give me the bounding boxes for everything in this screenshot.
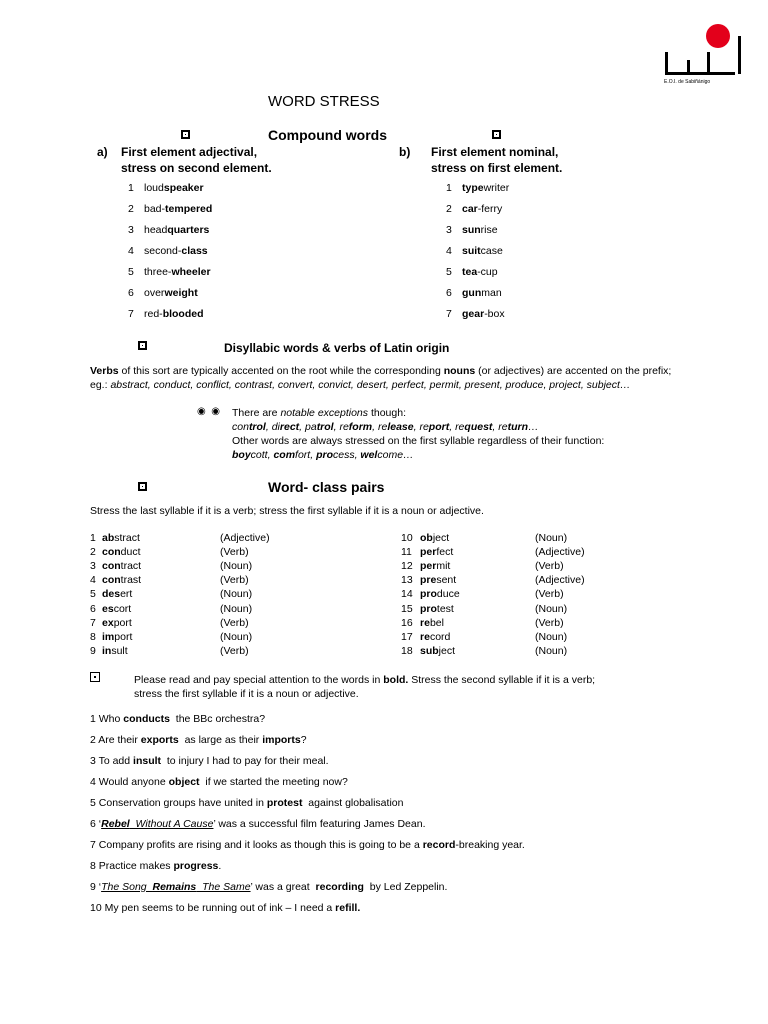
stressed-part: tempered xyxy=(165,203,213,215)
pair-word xyxy=(102,617,132,629)
word-class: (Adjective) xyxy=(535,574,585,587)
bold-word: progress xyxy=(173,860,219,872)
sentence-number: 7 xyxy=(90,839,99,851)
separator: , xyxy=(413,421,420,433)
sentence-item xyxy=(90,881,447,893)
pair-number: 10 xyxy=(401,532,413,544)
sentence-text: ‘ xyxy=(98,881,102,893)
stressed-part: speaker xyxy=(163,182,204,194)
pairs-heading: Word- class pairs xyxy=(268,479,385,495)
word-part: con xyxy=(232,421,249,433)
sentence-text: if we started the meeting now? xyxy=(199,776,348,788)
separator: , xyxy=(449,421,456,433)
word-part: cott xyxy=(250,449,268,461)
word-part: ject xyxy=(432,532,450,544)
sentence-text: as large as their xyxy=(178,734,263,746)
word-part: port xyxy=(113,616,132,629)
col-b-line1: First element nominal, xyxy=(431,145,559,159)
compound-heading: Compound words xyxy=(268,127,387,143)
word-part: re xyxy=(377,421,388,433)
item-text: loud xyxy=(144,182,164,194)
stressed-part: pro xyxy=(420,602,437,615)
list-item xyxy=(446,308,505,320)
stressed-part: gun xyxy=(462,287,482,299)
item-text: over xyxy=(144,287,165,299)
square-bullet-icon xyxy=(138,482,147,491)
pair-word xyxy=(420,532,449,544)
pair-number: 7 xyxy=(90,616,96,629)
sentence-text: Are their xyxy=(98,734,141,746)
sentence-text: ’ was a successful film featuring James Dean. xyxy=(213,818,426,830)
stressed-part: gear xyxy=(462,308,485,320)
page-title: WORD STRESS xyxy=(268,93,380,110)
stressed-part: form xyxy=(348,421,373,433)
stressed-part: wheeler xyxy=(171,266,211,278)
stressed-part: sub xyxy=(420,644,439,657)
item-text: second- xyxy=(144,245,182,257)
word-part: duce xyxy=(436,588,460,601)
separator: , xyxy=(354,449,361,461)
pairs-intro: Stress the last syllable if it is a verb; stress the first syllable if it is a noun or adjective. xyxy=(90,505,484,517)
word-part: port xyxy=(114,630,133,643)
bold-title-word: Remains xyxy=(152,881,197,893)
stressed-part: port xyxy=(428,421,450,433)
item-text: -box xyxy=(484,308,505,320)
stressed-part: im xyxy=(102,630,115,643)
word-part: cess xyxy=(332,449,355,461)
pair-word xyxy=(102,574,141,586)
pair-word xyxy=(102,546,141,558)
exceptions-words xyxy=(232,420,539,434)
sentence-text: . xyxy=(218,860,222,872)
item-text: bad- xyxy=(144,203,166,215)
word-part: sult xyxy=(111,644,128,657)
pair-number: 15 xyxy=(401,602,413,615)
pair-number: 6 xyxy=(90,602,96,615)
other-words-line: Other words are always stressed on the first syllable regardless of their function: xyxy=(232,435,605,447)
separator: … xyxy=(528,421,539,433)
square-bullet-icon xyxy=(138,341,147,350)
stressed-part: boy xyxy=(232,449,251,461)
sentence-text: Would anyone xyxy=(98,776,169,788)
word-class: (Noun) xyxy=(535,630,568,643)
stressed-part: re xyxy=(420,630,430,643)
word-part: mit xyxy=(436,560,451,573)
word-part: fort xyxy=(295,449,311,461)
list-item xyxy=(446,224,498,236)
stressed-part: turn xyxy=(507,421,529,433)
sentence-text: Conservation groups have united in xyxy=(98,797,267,809)
word-class: (Noun) xyxy=(220,560,253,573)
separator: , xyxy=(310,449,317,461)
sentence-text: by Led Zeppelin. xyxy=(363,881,448,893)
separator: , xyxy=(267,449,274,461)
word-part: sent xyxy=(436,574,457,587)
sentence-text: ‘ xyxy=(98,818,102,830)
disyllabic-paragraph: Verbs of this sort are typically accented on the root while the corresponding nouns (or adjectives) are accented on the prefix; eg.: abstract, conduct, conflict, contrast, convert, convict, desert, perfect, permit, present, produce, project, subject… xyxy=(90,365,672,391)
stressed-part: trol xyxy=(316,421,334,433)
word-part: re xyxy=(339,421,349,433)
bold-title-word: Rebel xyxy=(101,818,130,830)
item-number: 6 xyxy=(128,287,134,299)
sentence-number: 4 xyxy=(90,776,99,788)
sentence-number: 10 xyxy=(90,902,105,914)
stressed-part: re xyxy=(420,616,430,629)
stressed-part: rect xyxy=(279,421,300,433)
list-item xyxy=(446,203,502,215)
sentence-text: -breaking year. xyxy=(455,839,525,851)
title-text: Without A Cause xyxy=(129,818,214,830)
bold-word: insult xyxy=(133,755,162,767)
pair-number: 17 xyxy=(401,630,413,643)
word-part: bel xyxy=(429,616,444,629)
col-b-line2: stress on first element. xyxy=(431,161,563,175)
sentence-text: ? xyxy=(300,734,307,746)
logo-caption: E.O.I. de Sabiñánigo xyxy=(664,79,711,85)
item-text: -ferry xyxy=(477,203,503,215)
bold-word: record xyxy=(422,839,456,851)
item-number: 4 xyxy=(128,245,134,257)
bold-word: protest xyxy=(266,797,303,809)
pair-word xyxy=(102,532,140,544)
list-item xyxy=(446,182,509,194)
word-class: (Adjective) xyxy=(220,532,270,544)
pair-word xyxy=(102,631,132,643)
list-item xyxy=(446,287,502,299)
word-part: trast xyxy=(120,574,142,587)
bold-word: object xyxy=(168,776,200,788)
bold-word: exports xyxy=(140,734,179,746)
title-text: The Song xyxy=(101,881,153,893)
pair-number: 1 xyxy=(90,532,96,544)
word-part: re xyxy=(419,421,429,433)
pair-word xyxy=(102,588,132,600)
pair-word xyxy=(420,631,450,643)
sentence-number: 6 xyxy=(90,818,99,830)
item-text: rise xyxy=(480,224,498,236)
stressed-part: com xyxy=(273,449,296,461)
stressed-part: es xyxy=(102,602,114,615)
pair-number: 12 xyxy=(401,560,413,573)
disyllabic-heading: Disyllabic words & verbs of Latin origin xyxy=(224,341,450,355)
sentence-item xyxy=(90,797,403,809)
item-text: red- xyxy=(144,308,163,320)
item-number: 6 xyxy=(446,287,452,299)
sentence-item xyxy=(90,860,221,872)
dotted-square-icon xyxy=(90,672,100,682)
separator: , xyxy=(492,421,499,433)
pair-word xyxy=(420,617,444,629)
stressed-part: lease xyxy=(387,421,414,433)
pair-number: 13 xyxy=(401,574,413,587)
word-part: pa xyxy=(305,421,317,433)
word-class: (Verb) xyxy=(535,560,564,573)
bold-word: recording xyxy=(315,881,364,893)
word-class: (Verb) xyxy=(220,546,249,559)
word-class: (Noun) xyxy=(535,602,568,615)
word-part: duct xyxy=(120,546,141,559)
word-class: (Verb) xyxy=(220,644,249,657)
sentence-text: against globalisation xyxy=(302,797,404,809)
sentence-number: 2 xyxy=(90,734,99,746)
word-class: (Verb) xyxy=(535,588,564,601)
stressed-part: wel xyxy=(360,449,378,461)
list-item xyxy=(128,245,208,257)
pair-number: 11 xyxy=(401,546,412,559)
word-part: ject xyxy=(438,644,456,657)
item-text: writer xyxy=(483,182,510,194)
word-class: (Noun) xyxy=(535,532,568,544)
pair-word xyxy=(420,603,454,615)
exercise-instructions: Please read and pay special attention to the words in bold. Stress the second syllable if it is a verb; xyxy=(134,674,596,686)
stressed-part: per xyxy=(420,546,437,559)
item-text: head xyxy=(144,224,168,236)
word-class: (Noun) xyxy=(220,602,253,615)
sentence-item xyxy=(90,776,348,788)
separator: , xyxy=(265,421,272,433)
sentence-number: 8 xyxy=(90,860,99,872)
sentence-text: to injury I had to pay for their meal. xyxy=(161,755,329,767)
word-part: tract xyxy=(120,560,142,573)
word-class: (Noun) xyxy=(535,644,568,657)
pair-word xyxy=(102,603,131,615)
list-item xyxy=(446,266,498,278)
sentence-number: 5 xyxy=(90,797,99,809)
separator: , xyxy=(372,421,378,433)
word-part: re xyxy=(455,421,465,433)
list-item xyxy=(128,308,204,320)
stressed-part: pro xyxy=(420,588,437,601)
item-number: 1 xyxy=(128,182,134,194)
pair-word xyxy=(420,645,455,657)
word-part: ert xyxy=(120,588,133,601)
stressed-part: per xyxy=(420,560,437,573)
list-item xyxy=(446,245,503,257)
sentence-text: Company profits are rising and it looks as though this is going to be a xyxy=(98,839,423,851)
sentence-item xyxy=(90,902,360,914)
exceptions-line: There are notable exceptions though: xyxy=(232,407,406,419)
pair-number: 14 xyxy=(401,588,413,601)
stressed-part: car xyxy=(462,203,478,215)
sentence-text: ’ was a great xyxy=(250,881,316,893)
col-a-line1: First element adjectival, xyxy=(121,145,258,159)
stressed-part: pre xyxy=(420,574,437,587)
bold-word: imports xyxy=(262,734,301,746)
col-a-line2: stress on second element. xyxy=(121,161,272,175)
stressed-part: type xyxy=(462,182,484,194)
stressed-part: quarters xyxy=(167,224,210,236)
pair-number: 5 xyxy=(90,588,96,601)
item-number: 5 xyxy=(128,266,134,278)
item-text: three- xyxy=(144,266,172,278)
stressed-part: trol xyxy=(248,421,266,433)
stressed-part: ab xyxy=(102,532,115,544)
sentence-item xyxy=(90,818,425,830)
col-a-letter: a) xyxy=(97,145,108,159)
sentence-text: To add xyxy=(98,755,134,767)
word-part: di xyxy=(271,421,280,433)
stressed-part: blooded xyxy=(162,308,204,320)
word-class: (Verb) xyxy=(220,574,249,587)
sentence-text: Who xyxy=(98,713,124,725)
word-part: stract xyxy=(114,532,140,544)
sentence-item xyxy=(90,839,525,851)
word-class: (Noun) xyxy=(220,630,253,643)
item-number: 7 xyxy=(128,308,134,320)
word-class: (Verb) xyxy=(220,616,249,629)
sentence-text: the BBc orchestra? xyxy=(169,713,266,725)
bold-word: conducts xyxy=(123,713,170,725)
item-number: 2 xyxy=(128,203,134,215)
pair-number: 16 xyxy=(401,616,413,629)
separator: , xyxy=(299,421,305,433)
stressed-part: con xyxy=(102,560,121,573)
stressed-part: des xyxy=(102,588,121,601)
pair-number: 3 xyxy=(90,560,96,573)
stressed-part: suit xyxy=(462,245,481,257)
item-number: 7 xyxy=(446,308,452,320)
item-text: -cup xyxy=(477,266,498,278)
title-text: The Same xyxy=(196,881,251,893)
word-part: fect xyxy=(436,546,454,559)
item-number: 3 xyxy=(128,224,134,236)
square-bullet-icon xyxy=(492,130,501,139)
sentence-item xyxy=(90,755,329,767)
separator: , xyxy=(333,421,340,433)
stressed-part: ob xyxy=(420,532,433,544)
item-number: 3 xyxy=(446,224,452,236)
stressed-part: con xyxy=(102,574,121,587)
list-item xyxy=(128,266,211,278)
stressed-part: con xyxy=(102,546,121,559)
sentence-item xyxy=(90,713,265,725)
stressed-part: quest xyxy=(464,421,493,433)
pair-word xyxy=(420,546,453,558)
item-text: case xyxy=(480,245,503,257)
stressed-part: in xyxy=(102,644,112,657)
pair-number: 8 xyxy=(90,630,96,643)
word-part: re xyxy=(498,421,508,433)
pair-word xyxy=(420,588,460,600)
stressed-part: ex xyxy=(102,616,114,629)
item-number: 1 xyxy=(446,182,452,194)
word-class: (Noun) xyxy=(220,588,253,601)
word-class: (Adjective) xyxy=(535,546,585,559)
col-b-letter: b) xyxy=(399,145,411,159)
pair-word xyxy=(102,645,128,657)
list-item xyxy=(128,182,204,194)
list-item xyxy=(128,287,198,299)
pair-word xyxy=(420,560,450,572)
stressed-part: sun xyxy=(462,224,481,236)
sentence-item xyxy=(90,734,307,746)
pair-word xyxy=(102,560,141,572)
square-bullet-icon xyxy=(181,130,190,139)
word-part: come xyxy=(377,449,404,461)
sentence-number: 1 xyxy=(90,713,99,725)
word-class: (Verb) xyxy=(535,616,564,629)
other-words-list xyxy=(232,448,414,462)
word-part: cord xyxy=(429,630,451,643)
stressed-part: pro xyxy=(316,449,333,461)
list-item xyxy=(128,224,209,236)
bold-word: refill. xyxy=(335,902,361,914)
sentence-number: 9 xyxy=(90,881,99,893)
pair-word xyxy=(420,574,456,586)
list-item xyxy=(128,203,212,215)
pair-number: 18 xyxy=(401,644,413,657)
sentence-number: 3 xyxy=(90,755,99,767)
pair-number: 9 xyxy=(90,644,96,657)
bullet-circles-icon: ◉ ◉ xyxy=(197,406,221,417)
stressed-part: tea xyxy=(462,266,478,278)
sentence-text: My pen seems to be running out of ink – I need a xyxy=(104,902,336,914)
item-number: 5 xyxy=(446,266,452,278)
word-part: cort xyxy=(113,602,132,615)
pair-number: 2 xyxy=(90,546,96,559)
separator: … xyxy=(403,449,414,461)
pair-number: 4 xyxy=(90,574,96,587)
stressed-part: weight xyxy=(164,287,198,299)
stressed-part: class xyxy=(181,245,208,257)
item-number: 2 xyxy=(446,203,452,215)
item-number: 4 xyxy=(446,245,452,257)
item-text: man xyxy=(481,287,502,299)
sentence-text: Practice makes xyxy=(98,860,174,872)
exercise-instructions-line2: stress the first syllable if it is a noun or adjective. xyxy=(134,688,359,700)
word-part: test xyxy=(436,602,454,615)
